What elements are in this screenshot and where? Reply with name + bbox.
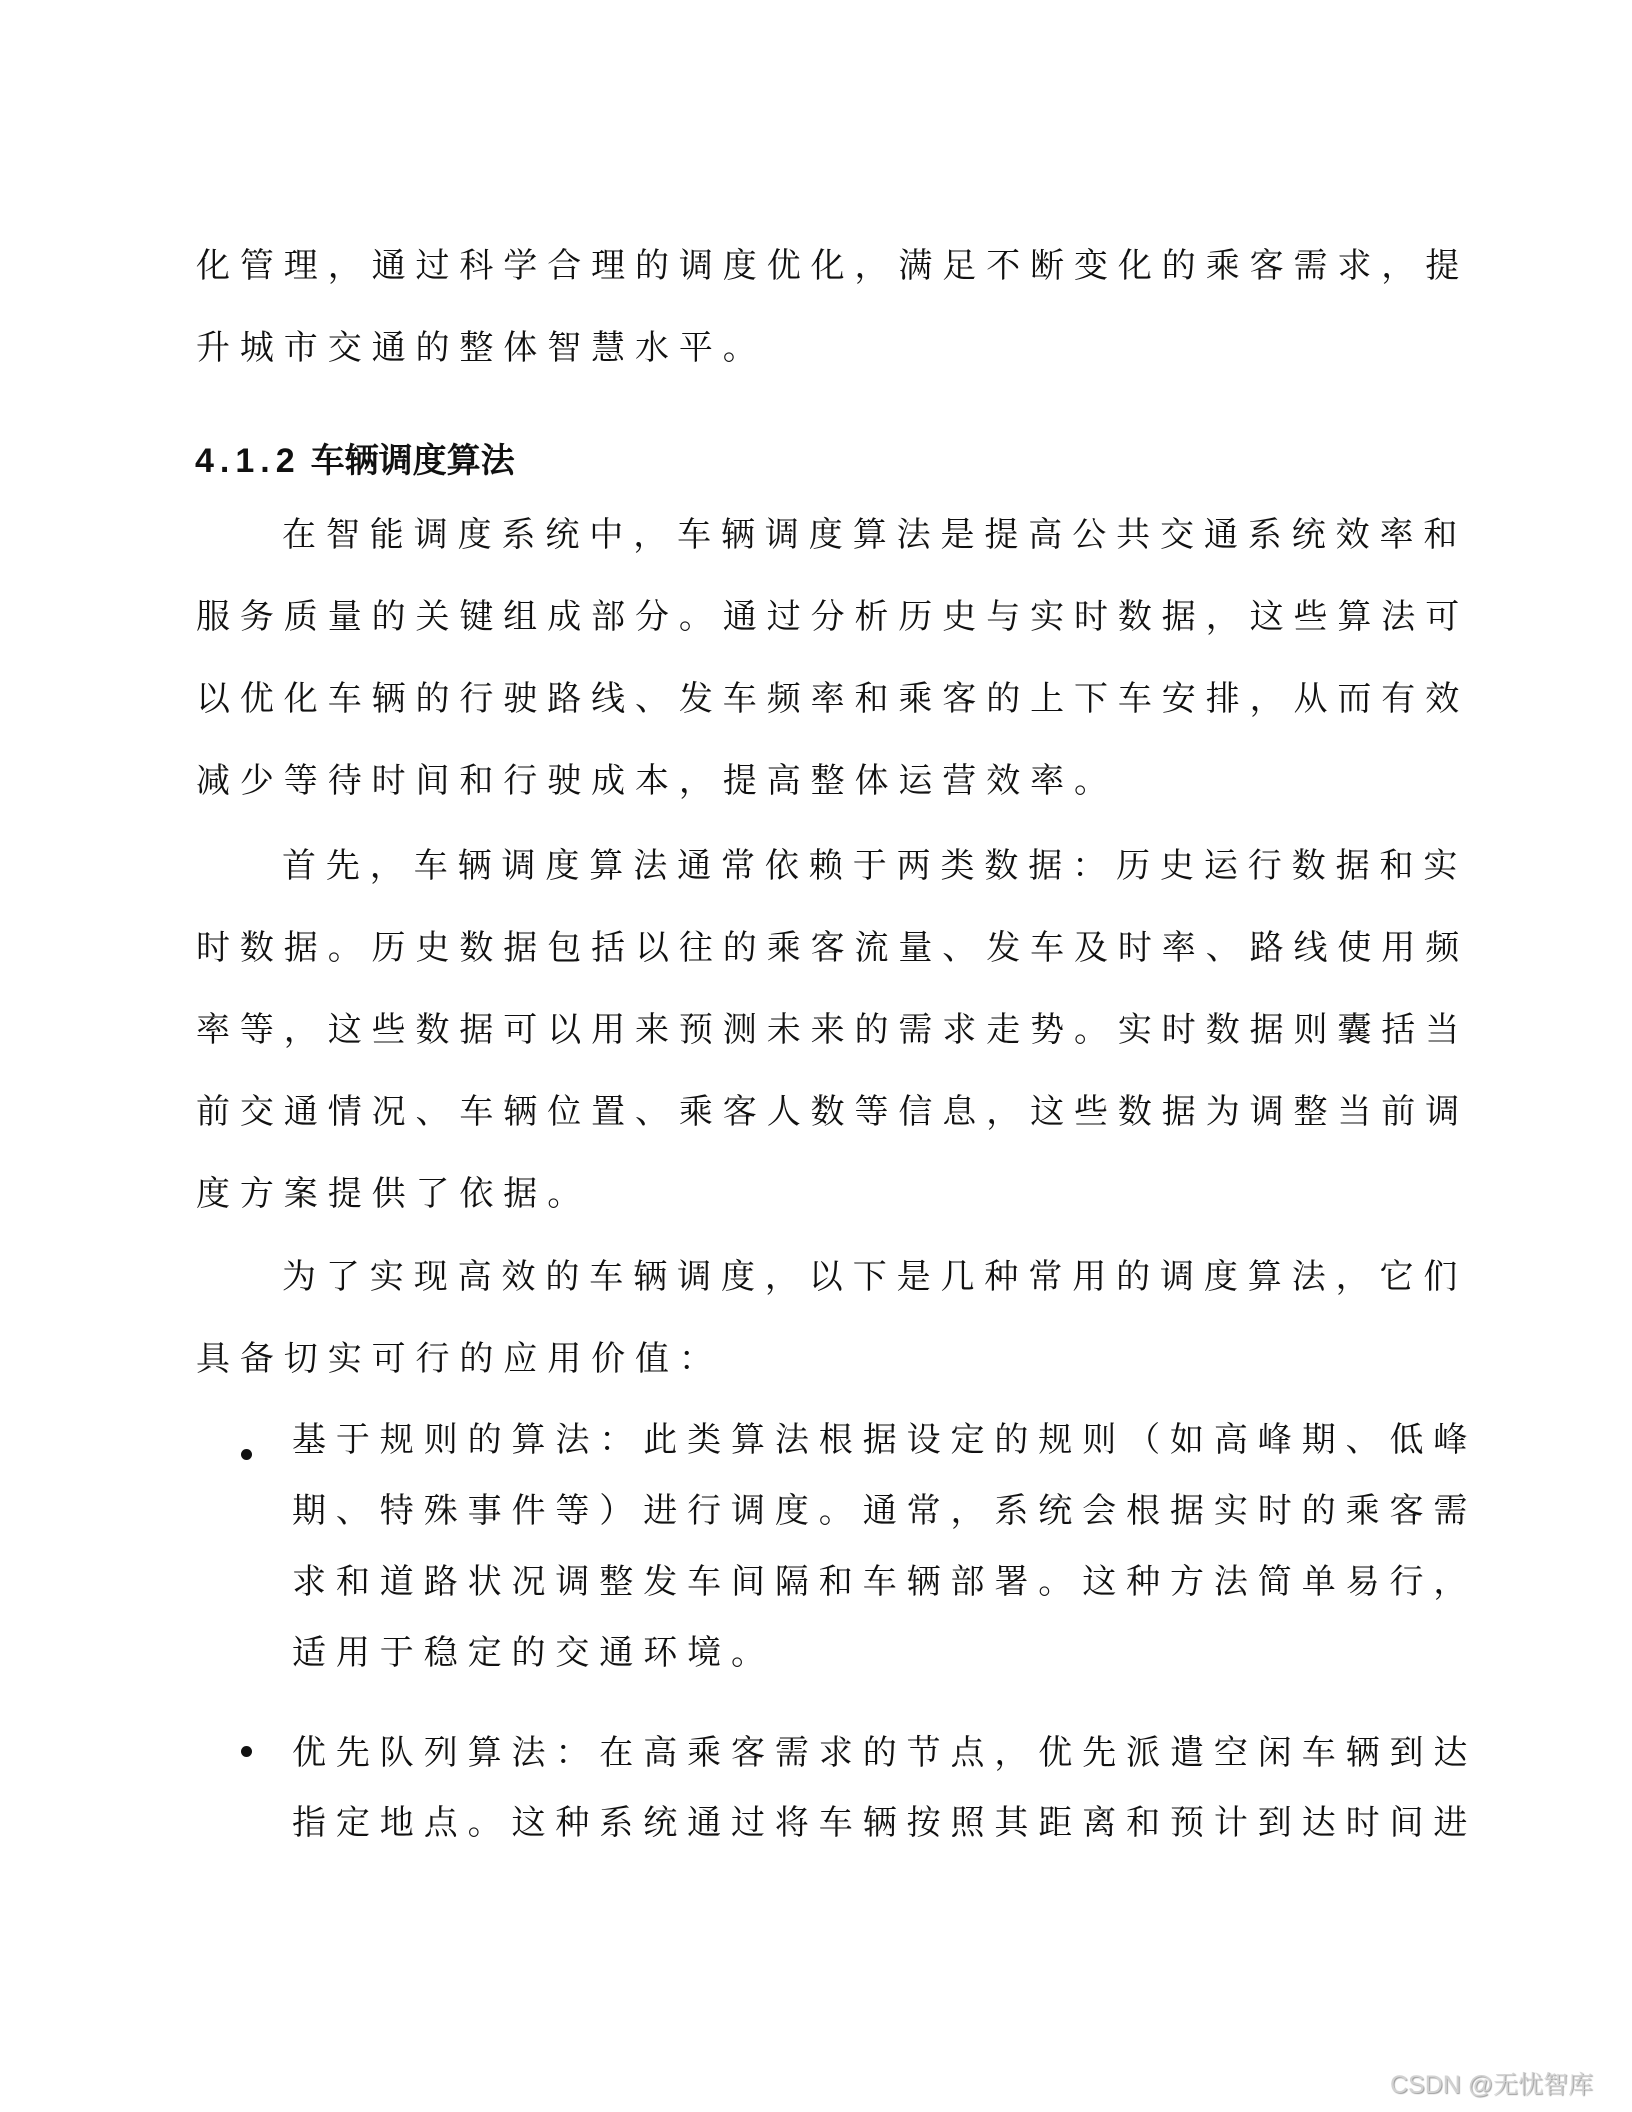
bullet-line: 优先队列算法：在高乘客需求的节点，优先派遣空闲车辆到达 [292,1733,1478,1773]
section-title: 车辆调度算法 [310,442,515,480]
bullet-line: 适用于稳定的交通环境。 [292,1633,775,1673]
bullet-line: 求和道路状况调整发车间隔和车辆部署。这种方法简单易行， [292,1562,1478,1602]
bullet-line: 指定地点。这种系统通过将车辆按照其距离和预计到达时间进 [292,1803,1478,1843]
paragraph-line: 为了实现高效的车辆调度，以下是几种常用的调度算法，它们 [282,1257,1468,1297]
paragraph-line: 化管理，通过科学合理的调度优化，满足不断变化的乘客需求，提 [196,246,1470,286]
section-number: 4.1.2 [195,442,301,480]
paragraph-line: 前交通情况、车辆位置、乘客人数等信息，这些数据为调整当前调 [196,1092,1470,1132]
paragraph-line: 率等，这些数据可以用来预测未来的需求走势。实时数据则囊括当 [196,1010,1470,1050]
watermark: CSDN @无忧智库 [1390,2071,1594,2099]
section-heading [195,441,515,481]
paragraph-line: 升城市交通的整体智慧水平。 [196,328,767,368]
paragraph-line: 时数据。历史数据包括以往的乘客流量、发车及时率、路线使用频 [196,928,1470,968]
paragraph-line: 在智能调度系统中，车辆调度算法是提高公共交通系统效率和 [282,515,1468,555]
bullet-line: 基于规则的算法：此类算法根据设定的规则（如高峰期、低峰 [292,1420,1478,1460]
bullet-icon [241,1449,252,1460]
paragraph-line: 度方案提供了依据。 [196,1174,592,1214]
paragraph-line: 服务质量的关键组成部分。通过分析历史与实时数据，这些算法可 [196,597,1470,637]
paragraph-line: 以优化车辆的行驶路线、发车频率和乘客的上下车安排，从而有效 [196,679,1470,719]
paragraph-line: 首先，车辆调度算法通常依赖于两类数据：历史运行数据和实 [282,846,1468,886]
bullet-icon [241,1746,252,1757]
bullet-line: 期、特殊事件等）进行调度。通常，系统会根据实时的乘客需 [292,1491,1478,1531]
paragraph-line: 减少等待时间和行驶成本，提高整体运营效率。 [196,761,1118,801]
paragraph-line: 具备切实可行的应用价值： [196,1339,723,1379]
